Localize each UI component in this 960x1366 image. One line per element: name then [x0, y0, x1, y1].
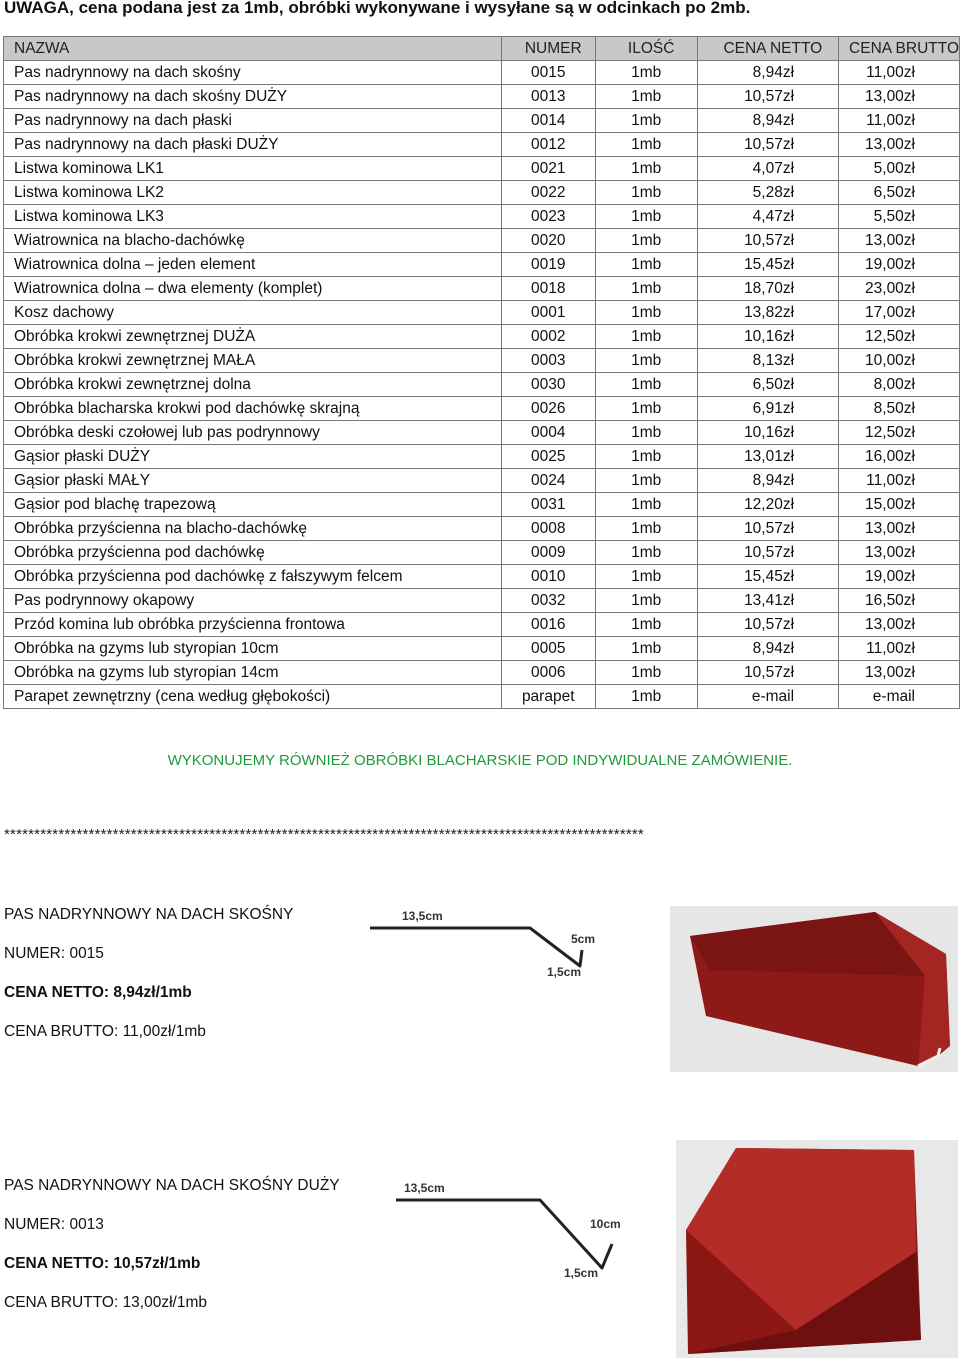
- cell-net-price: 10,57zł: [697, 541, 838, 565]
- cell-net-price: 10,16zł: [697, 421, 838, 445]
- cell-number: 0012: [501, 133, 595, 157]
- dimension-label: 13,5cm: [402, 909, 443, 923]
- cell-gross-price: 13,00zł: [839, 133, 960, 157]
- cell-gross-price: 12,50zł: [839, 325, 960, 349]
- cell-gross-price: 12,50zł: [839, 421, 960, 445]
- cell-number: 0002: [501, 325, 595, 349]
- header-gross-price: CENA BRUTTO: [839, 37, 960, 61]
- cell-quantity: 1mb: [595, 661, 697, 685]
- cell-gross-price: 11,00zł: [839, 637, 960, 661]
- cell-number: 0008: [501, 517, 595, 541]
- cell-name: Obróbka blacharska krokwi pod dachówkę skrajną: [4, 397, 502, 421]
- cell-net-price: 8,94zł: [697, 469, 838, 493]
- cell-net-price: 10,57zł: [697, 517, 838, 541]
- cell-net-price: 8,13zł: [697, 349, 838, 373]
- cell-net-price: 15,45zł: [697, 253, 838, 277]
- cell-name: Listwa kominowa LK3: [4, 205, 502, 229]
- cell-gross-price: 11,00zł: [839, 61, 960, 85]
- cell-name: Pas podrynnowy okapowy: [4, 589, 502, 613]
- cell-gross-price: 8,50zł: [839, 397, 960, 421]
- cell-number: 0005: [501, 637, 595, 661]
- cell-number: 0013: [501, 85, 595, 109]
- table-row: [4, 181, 960, 205]
- cell-number: 0024: [501, 469, 595, 493]
- cell-number: 0023: [501, 205, 595, 229]
- cell-name: Obróbka krokwi zewnętrznej dolna: [4, 373, 502, 397]
- cell-quantity: 1mb: [595, 253, 697, 277]
- cell-net-price: 10,16zł: [697, 325, 838, 349]
- table-row: [4, 373, 960, 397]
- cell-name: Obróbka przyścienna na blacho-dachówkę: [4, 517, 502, 541]
- cell-gross-price: 13,00zł: [839, 541, 960, 565]
- cell-name: Wiatrownica dolna – jeden element: [4, 253, 502, 277]
- cell-gross-price: 6,50zł: [839, 181, 960, 205]
- product-name: PAS NADRYNNOWY NA DACH SKOŚNY: [4, 906, 294, 923]
- cell-gross-price: 15,00zł: [839, 493, 960, 517]
- cell-quantity: 1mb: [595, 157, 697, 181]
- table-row: [4, 109, 960, 133]
- cell-gross-price: 17,00zł: [839, 301, 960, 325]
- cell-quantity: 1mb: [595, 637, 697, 661]
- profile-line: [370, 928, 582, 966]
- cell-name: Pas nadrynnowy na dach skośny: [4, 61, 502, 85]
- table-row: [4, 205, 960, 229]
- separator-line: **********************************************************************************************************: [4, 826, 644, 843]
- dimension-label: 5cm: [571, 932, 596, 946]
- cell-name: Przód komina lub obróbka przyścienna frontowa: [4, 613, 502, 637]
- price-table: [3, 36, 960, 709]
- table-row: [4, 397, 960, 421]
- cell-gross-price: 13,00zł: [839, 85, 960, 109]
- cell-number: 0006: [501, 661, 595, 685]
- cell-quantity: 1mb: [595, 349, 697, 373]
- cell-net-price: e-mail: [697, 685, 838, 709]
- table-row: [4, 565, 960, 589]
- product-photo: [676, 1140, 958, 1358]
- cell-gross-price: 19,00zł: [839, 565, 960, 589]
- cell-name: Obróbka przyścienna pod dachówkę z fałszywym felcem: [4, 565, 502, 589]
- cell-number: 0016: [501, 613, 595, 637]
- product-name: PAS NADRYNNOWY NA DACH SKOŚNY DUŻY: [4, 1177, 340, 1194]
- cell-net-price: 8,94zł: [697, 109, 838, 133]
- cell-gross-price: 13,00zł: [839, 661, 960, 685]
- cell-number: 0026: [501, 397, 595, 421]
- notice-text: UWAGA, cena podana jest za 1mb, obróbki wykonywane i wysyłane są w odcinkach po 2mb.: [4, 0, 751, 17]
- table-row: [4, 517, 960, 541]
- cell-name: Pas nadrynnowy na dach płaski: [4, 109, 502, 133]
- table-row: [4, 469, 960, 493]
- header-quantity: ILOŚĆ: [595, 37, 697, 61]
- cell-gross-price: 13,00zł: [839, 613, 960, 637]
- cell-net-price: 10,57zł: [697, 133, 838, 157]
- profile-diagram: [368, 902, 618, 982]
- cell-net-price: 8,94zł: [697, 61, 838, 85]
- cell-name: Pas nadrynnowy na dach płaski DUŻY: [4, 133, 502, 157]
- header-number: NUMER: [501, 37, 595, 61]
- cell-number: 0032: [501, 589, 595, 613]
- cell-name: Obróbka krokwi zewnętrznej MAŁA: [4, 349, 502, 373]
- cell-number: 0014: [501, 109, 595, 133]
- table-row: [4, 637, 960, 661]
- cell-gross-price: 11,00zł: [839, 469, 960, 493]
- cell-name: Pas nadrynnowy na dach skośny DUŻY: [4, 85, 502, 109]
- cell-net-price: 10,57zł: [697, 229, 838, 253]
- cell-gross-price: 5,50zł: [839, 205, 960, 229]
- cell-number: 0001: [501, 301, 595, 325]
- table-body: [4, 61, 960, 709]
- table-row: [4, 541, 960, 565]
- product-net-price: CENA NETTO: 10,57zł/1mb: [4, 1255, 201, 1272]
- cell-name: Wiatrownica dolna – dwa elementy (komplet): [4, 277, 502, 301]
- cell-number: 0003: [501, 349, 595, 373]
- dimension-label: 13,5cm: [404, 1181, 445, 1195]
- profile-diagram: [394, 1172, 634, 1282]
- product-photo: [670, 906, 958, 1072]
- cell-number: 0004: [501, 421, 595, 445]
- cell-quantity: 1mb: [595, 133, 697, 157]
- cell-name: Obróbka krokwi zewnętrznej DUŻA: [4, 325, 502, 349]
- cell-net-price: 18,70zł: [697, 277, 838, 301]
- cell-gross-price: 13,00zł: [839, 229, 960, 253]
- cell-name: Obróbka na gzyms lub styropian 10cm: [4, 637, 502, 661]
- profile-line: [396, 1200, 612, 1268]
- product-net-price: CENA NETTO: 8,94zł/1mb: [4, 984, 192, 1001]
- cell-number: 0031: [501, 493, 595, 517]
- cell-quantity: 1mb: [595, 301, 697, 325]
- cell-gross-price: 10,00zł: [839, 349, 960, 373]
- cell-gross-price: 8,00zł: [839, 373, 960, 397]
- cell-quantity: 1mb: [595, 277, 697, 301]
- table-row: [4, 685, 960, 709]
- table-row: [4, 661, 960, 685]
- cell-name: Wiatrownica na blacho-dachówkę: [4, 229, 502, 253]
- dimension-label: 1,5cm: [564, 1266, 599, 1280]
- cell-gross-price: 16,50zł: [839, 589, 960, 613]
- cell-name: Parapet zewnętrzny (cena według głębokości): [4, 685, 502, 709]
- cell-net-price: 13,01zł: [697, 445, 838, 469]
- table-row: [4, 493, 960, 517]
- custom-order-note: WYKONUJEMY RÓWNIEŻ OBRÓBKI BLACHARSKIE POD INDYWIDUALNE ZAMÓWIENIE.: [167, 752, 793, 769]
- cell-name: Listwa kominowa LK1: [4, 157, 502, 181]
- cell-quantity: 1mb: [595, 541, 697, 565]
- cell-quantity: 1mb: [595, 589, 697, 613]
- cell-net-price: 15,45zł: [697, 565, 838, 589]
- table-row: [4, 253, 960, 277]
- cell-quantity: 1mb: [595, 493, 697, 517]
- cell-quantity: 1mb: [595, 373, 697, 397]
- cell-quantity: 1mb: [595, 469, 697, 493]
- cell-name: Gąsior płaski DUŻY: [4, 445, 502, 469]
- table-row: [4, 133, 960, 157]
- cell-quantity: 1mb: [595, 109, 697, 133]
- product-number: NUMER: 0013: [4, 1216, 104, 1233]
- cell-gross-price: 13,00zł: [839, 517, 960, 541]
- cell-quantity: 1mb: [595, 685, 697, 709]
- cell-gross-price: 5,00zł: [839, 157, 960, 181]
- cell-number: 0020: [501, 229, 595, 253]
- table-row: [4, 613, 960, 637]
- cell-quantity: 1mb: [595, 61, 697, 85]
- cell-quantity: 1mb: [595, 445, 697, 469]
- cell-net-price: 10,57zł: [697, 613, 838, 637]
- product-gross-price: CENA BRUTTO: 13,00zł/1mb: [4, 1294, 208, 1311]
- cell-name: Listwa kominowa LK2: [4, 181, 502, 205]
- cell-name: Obróbka przyścienna pod dachówkę: [4, 541, 502, 565]
- cell-number: 0022: [501, 181, 595, 205]
- table-row: [4, 589, 960, 613]
- header-name: NAZWA: [4, 37, 502, 61]
- cell-net-price: 4,47zł: [697, 205, 838, 229]
- cell-number: 0025: [501, 445, 595, 469]
- cell-net-price: 10,57zł: [697, 661, 838, 685]
- cell-gross-price: 19,00zł: [839, 253, 960, 277]
- cell-quantity: 1mb: [595, 325, 697, 349]
- cell-quantity: 1mb: [595, 421, 697, 445]
- table-row: [4, 325, 960, 349]
- table-row: [4, 157, 960, 181]
- cell-net-price: 13,41zł: [697, 589, 838, 613]
- cell-quantity: 1mb: [595, 205, 697, 229]
- cell-gross-price: e-mail: [839, 685, 960, 709]
- cell-net-price: 12,20zł: [697, 493, 838, 517]
- header-net-price: CENA NETTO: [697, 37, 838, 61]
- cell-gross-price: 11,00zł: [839, 109, 960, 133]
- cell-name: Gąsior płaski MAŁY: [4, 469, 502, 493]
- product-number: NUMER: 0015: [4, 945, 104, 962]
- cell-net-price: 10,57zł: [697, 85, 838, 109]
- cell-number: 0009: [501, 541, 595, 565]
- table-row: [4, 61, 960, 85]
- table-header-row: [4, 37, 960, 61]
- cell-quantity: 1mb: [595, 85, 697, 109]
- dimension-label: 10cm: [590, 1217, 621, 1231]
- cell-number: 0018: [501, 277, 595, 301]
- cell-number: 0010: [501, 565, 595, 589]
- cell-name: Kosz dachowy: [4, 301, 502, 325]
- cell-number: parapet: [501, 685, 595, 709]
- cell-number: 0015: [501, 61, 595, 85]
- cell-gross-price: 23,00zł: [839, 277, 960, 301]
- cell-gross-price: 16,00zł: [839, 445, 960, 469]
- cell-quantity: 1mb: [595, 613, 697, 637]
- product-gross-price: CENA BRUTTO: 11,00zł/1mb: [4, 1023, 206, 1040]
- table-row: [4, 277, 960, 301]
- table-row: [4, 421, 960, 445]
- cell-net-price: 8,94zł: [697, 637, 838, 661]
- cell-name: Obróbka deski czołowej lub pas podrynnowy: [4, 421, 502, 445]
- cell-quantity: 1mb: [595, 565, 697, 589]
- cell-name: Obróbka na gzyms lub styropian 14cm: [4, 661, 502, 685]
- cell-net-price: 6,91zł: [697, 397, 838, 421]
- cell-net-price: 6,50zł: [697, 373, 838, 397]
- dimension-label: 1,5cm: [547, 965, 582, 979]
- cell-net-price: 4,07zł: [697, 157, 838, 181]
- table-row: [4, 445, 960, 469]
- cell-number: 0019: [501, 253, 595, 277]
- table-row: [4, 85, 960, 109]
- cell-number: 0021: [501, 157, 595, 181]
- cell-quantity: 1mb: [595, 517, 697, 541]
- cell-net-price: 13,82zł: [697, 301, 838, 325]
- cell-net-price: 5,28zł: [697, 181, 838, 205]
- table-row: [4, 229, 960, 253]
- cell-quantity: 1mb: [595, 181, 697, 205]
- cell-name: Gąsior pod blachę trapezową: [4, 493, 502, 517]
- cell-quantity: 1mb: [595, 397, 697, 421]
- cell-quantity: 1mb: [595, 229, 697, 253]
- cell-number: 0030: [501, 373, 595, 397]
- table-row: [4, 301, 960, 325]
- table-row: [4, 349, 960, 373]
